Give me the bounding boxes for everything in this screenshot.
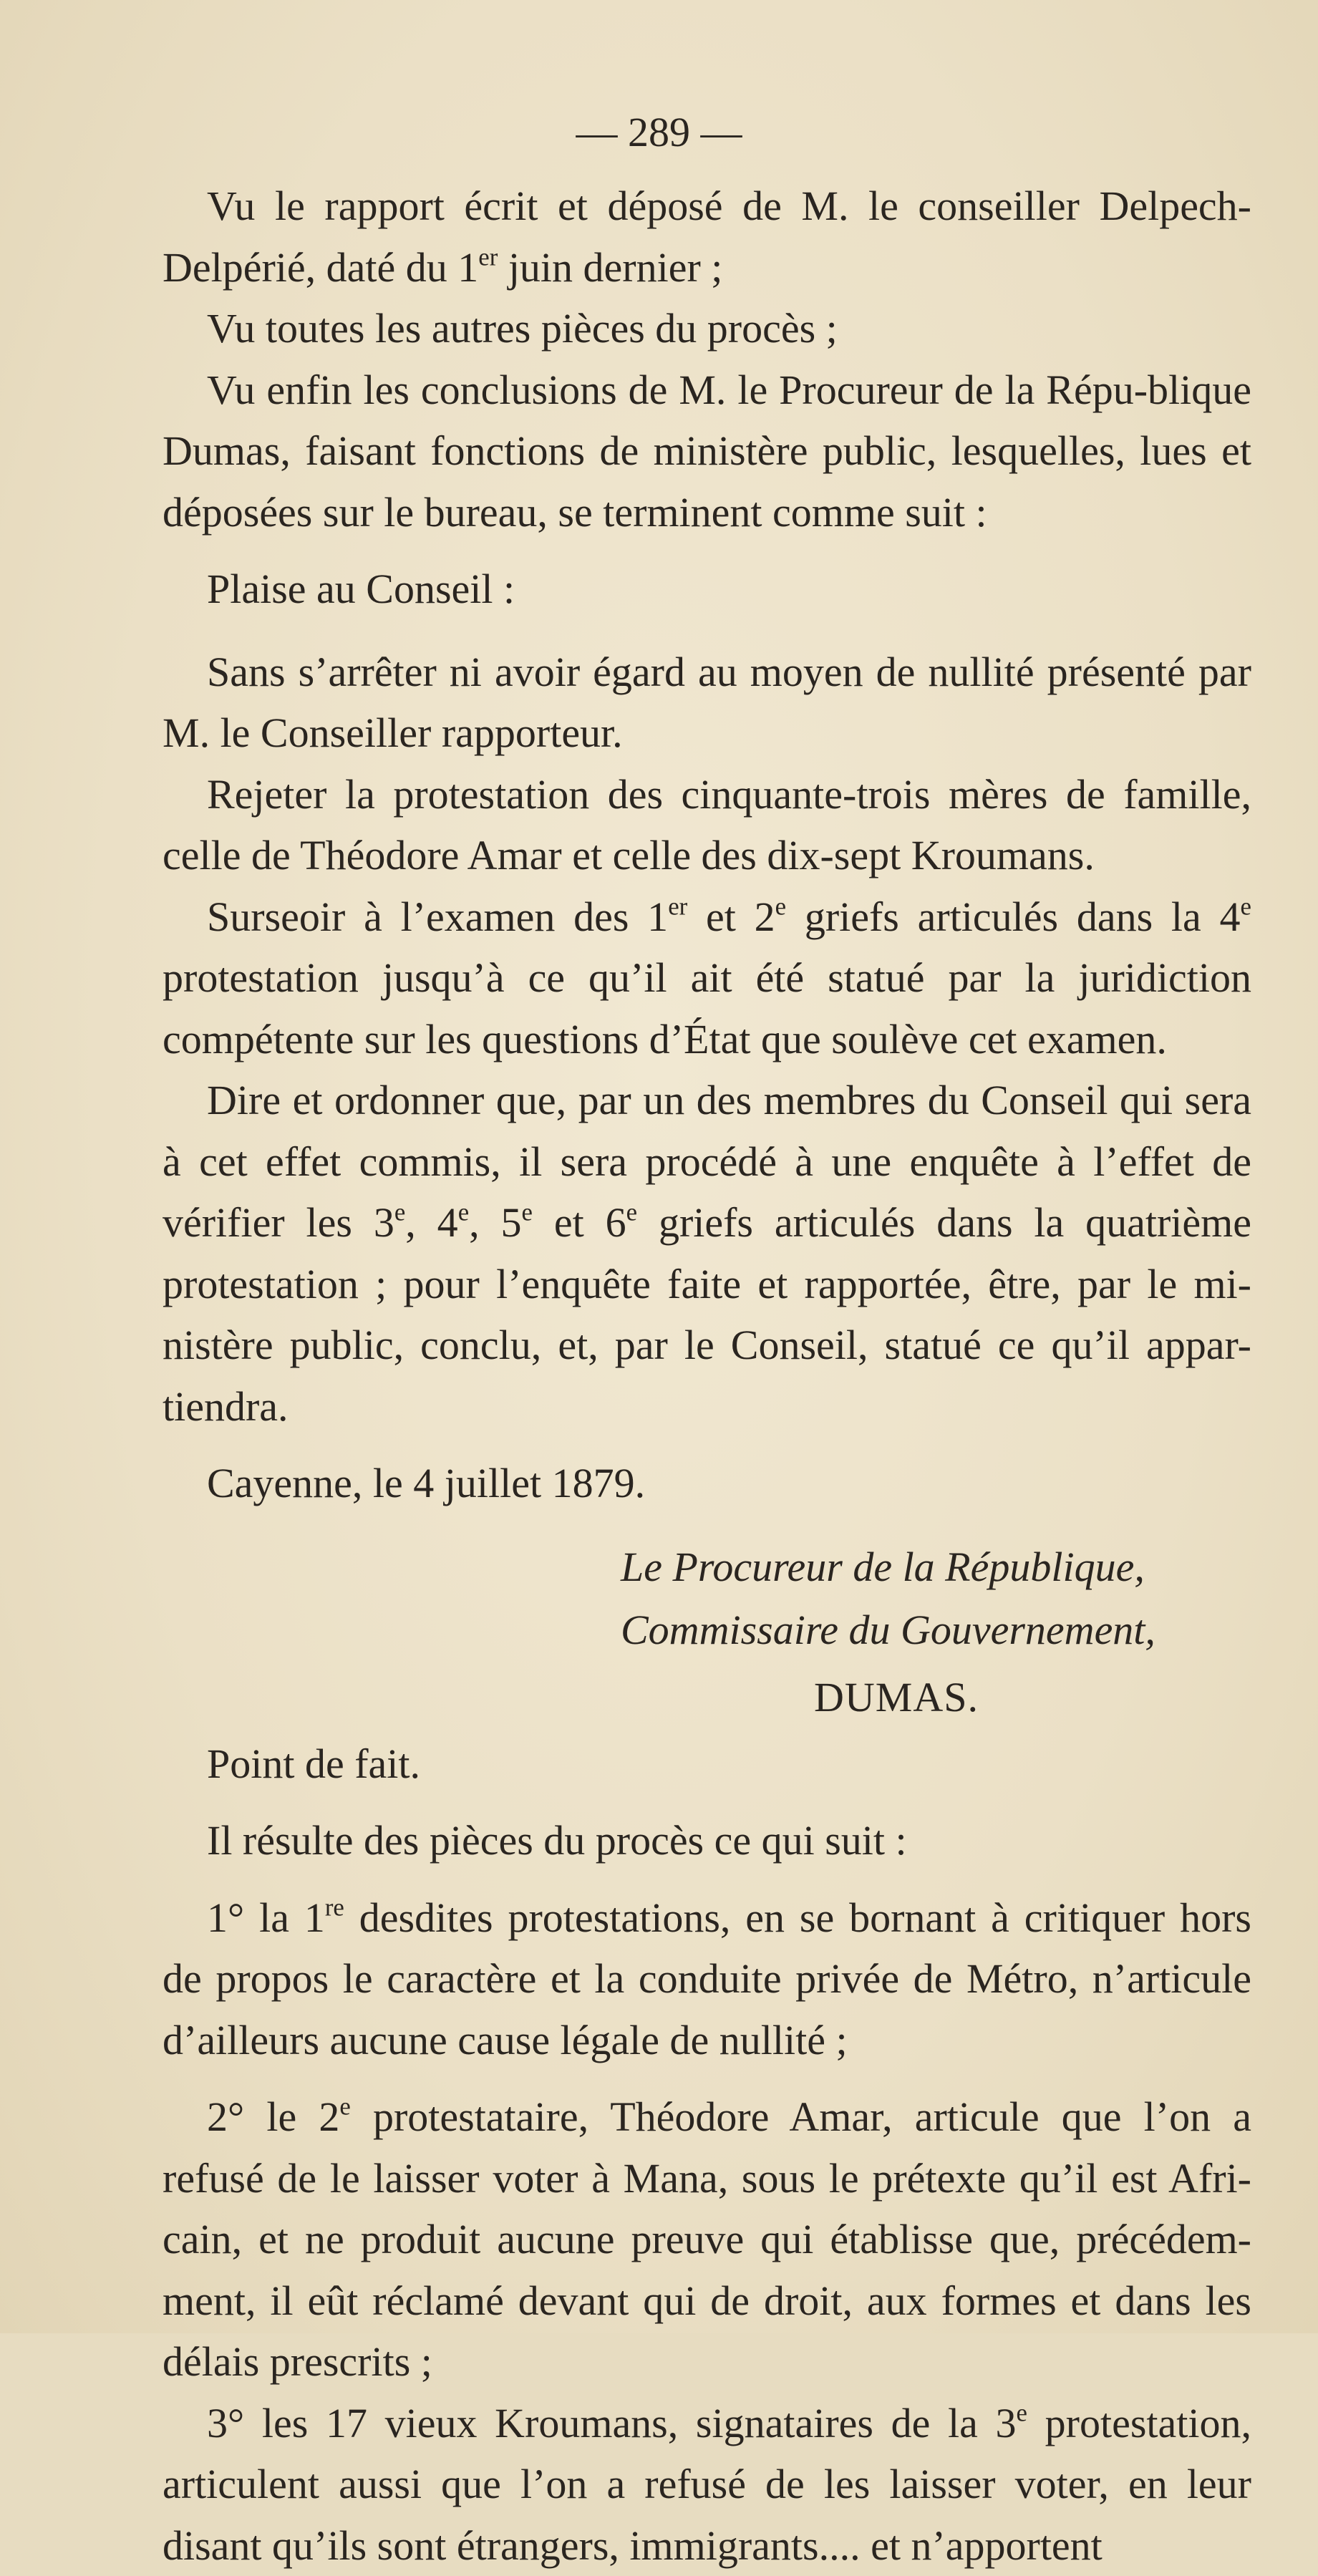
paragraph-point-de-fait: Point de fait. bbox=[163, 1733, 1251, 1795]
signature-title-line: Le Procureur de la République, bbox=[163, 1536, 1251, 1599]
page-body bbox=[163, 175, 1251, 2576]
paragraph-item-2: 2° le 2e protestataire, Théodore Amar, articule que l’on a refusé de le laisser voter à Mana, sous le prétexte qu’il est Afri-cain, et ne produit aucune preuve qui établisse que, précédem-ment, il eût réclamé devant qui de droit, aux formes et dans les délais prescrits ; bbox=[163, 2086, 1251, 2393]
paragraph-item-3: 3° les 17 vieux Kroumans, signataires de la 3e protestation, articulent aussi que l’on a refusé de les laisser voter, en leur disant qu’ils sont étrangers, immigrants.... et n’apportent bbox=[163, 2393, 1251, 2576]
paragraph-il-resulte: Il résulte des pièces du procès ce qui suit : bbox=[163, 1810, 1251, 1872]
page-number: — 289 — bbox=[0, 107, 1318, 158]
signature-block bbox=[163, 1536, 1251, 1733]
paragraph-dire-ordonner: Dire et ordonner que, par un des membres du Conseil qui sera à cet effet commis, il sera procédé à une enquête à l’effet de vérifier les 3e, 4e, 5e et 6e griefs articulés dans la quatrième protestation ; pour l’enquête faite et rapportée, être, par le mi-nistère public, conclu, et, par le Conseil, statué ce qu’il appar-tiendra. bbox=[163, 1070, 1251, 1437]
paragraph-vu-rapport: Vu le rapport écrit et déposé de M. le conseiller Delpech-Delpérié, daté du 1er juin dernier ; bbox=[163, 175, 1251, 298]
paragraph-vu-conclusions: Vu enfin les conclusions de M. le Procureur de la Répu-blique Dumas, faisant fonctions de ministère public, lesquelles, lues et déposées sur le bureau, se terminent comme suit : bbox=[163, 359, 1251, 543]
paragraph-plaise: Plaise au Conseil : bbox=[163, 558, 1251, 620]
paragraph-item-1: 1° la 1re desdites protestations, en se bornant à critiquer hors de propos le caractère et la conduite privée de Métro, n’articule d’ailleurs aucune cause légale de nullité ; bbox=[163, 1887, 1251, 2071]
paragraph-surseoir: Surseoir à l’examen des 1er et 2e griefs articulés dans la 4e protestation jusqu’à ce qu’il ait été statué par la juridiction compétente sur les questions d’État que soulève cet examen. bbox=[163, 886, 1251, 1070]
signature-office-line: Commissaire du Gouvernement, bbox=[163, 1599, 1251, 1662]
signature-name: DUMAS. bbox=[163, 1662, 1251, 1733]
paragraph-vu-pieces: Vu toutes les autres pièces du procès ; bbox=[163, 298, 1251, 359]
paragraph-date: Cayenne, le 4 juillet 1879. bbox=[163, 1453, 1251, 1514]
paragraph-rejeter: Rejeter la protestation des cinquante-trois mères de famille, celle de Théodore Amar et celle des dix-sept Kroumans. bbox=[163, 764, 1251, 886]
paragraph-sans-arreter: Sans s’arrêter ni avoir égard au moyen de nullité présenté par M. le Conseiller rapporteur. bbox=[163, 641, 1251, 764]
